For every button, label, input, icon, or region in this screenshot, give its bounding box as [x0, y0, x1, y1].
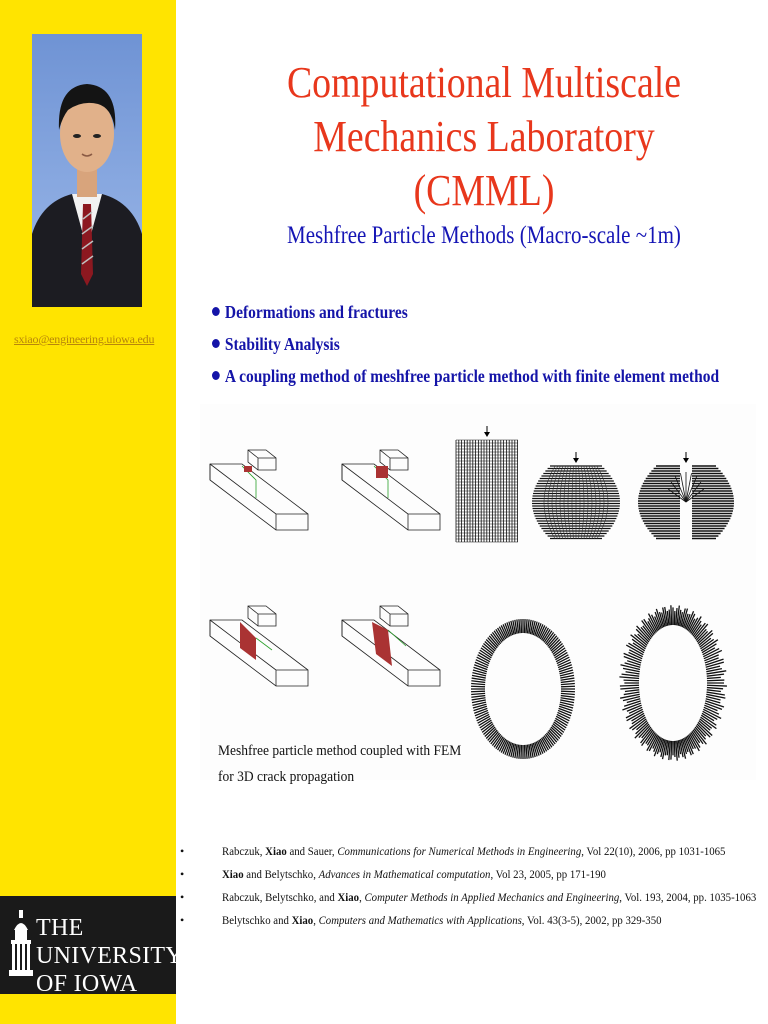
topic-item	[212, 360, 719, 392]
logo-line-1: THE UNIVERSITY	[36, 915, 183, 969]
topic-label: Stability Analysis	[224, 334, 340, 354]
crack-beam-figure-1	[204, 444, 314, 548]
fractured-ring-figure	[612, 598, 734, 768]
reference-item	[176, 909, 768, 932]
ref-authors-rest: ,	[313, 913, 319, 927]
university-logo	[0, 896, 183, 997]
crack-beam-figure-3	[204, 600, 314, 704]
caption-line-1: Meshfree particle method coupled with FEM	[218, 743, 462, 759]
email-link[interactable]: sxiao@engineering.uiowa.edu	[14, 332, 155, 346]
bullet-icon: •	[180, 890, 185, 904]
ref-highlight-author: Xiao	[222, 867, 244, 881]
topic-list	[212, 296, 768, 392]
reference-item	[176, 840, 768, 863]
figure-caption	[218, 738, 461, 790]
page-title	[240, 56, 728, 218]
ref-details: , Vol. 193, 2004, pp. 1035-1063	[619, 890, 757, 904]
reference-item	[176, 886, 768, 909]
logo-line-2: OF IOWA	[36, 971, 138, 997]
ref-details: , Vol 22(10), 2006, pp 1031-1065	[581, 844, 726, 858]
bullet-icon	[212, 371, 220, 380]
reference-item	[176, 863, 768, 886]
ref-authors: Rabczuk,	[222, 844, 266, 858]
page-subtitle: Meshfree Particle Methods (Macro-scale ~1m)	[287, 222, 681, 249]
ref-details: , Vol. 43(3-5), 2002, pp 329-350	[521, 913, 662, 927]
title-line-1: Computational Multiscale	[286, 58, 682, 107]
ref-highlight-author: Xiao	[291, 913, 314, 927]
buckled-column-figure	[530, 452, 622, 542]
ref-highlight-author: Xiao	[265, 844, 287, 858]
topic-label: A coupling method of meshfree particle method with finite element method	[224, 366, 720, 386]
ref-journal: Advances in Mathematical computation	[318, 867, 491, 881]
ref-details: , Vol 23, 2005, pp 171-190	[490, 867, 606, 881]
bullet-icon: •	[180, 913, 185, 927]
reference-list	[176, 840, 768, 932]
simulation-figures	[200, 404, 756, 780]
ref-journal: Computers and Mathematics with Applications	[318, 913, 522, 927]
bullet-icon: •	[180, 867, 185, 881]
fractured-column-figure	[636, 452, 736, 542]
bullet-icon	[212, 339, 220, 348]
ref-authors: Rabczuk, Belytschko, and	[222, 890, 338, 904]
bullet-icon	[212, 307, 220, 316]
ref-journal: Computer Methods in Applied Mechanics and Engineering	[364, 890, 620, 904]
ref-authors-rest: ,	[359, 890, 365, 904]
ref-authors: Belytschko and	[222, 913, 292, 927]
bullet-icon: •	[180, 844, 185, 858]
old-capitol-icon	[8, 910, 34, 980]
crack-beam-figure-4	[336, 600, 446, 704]
topic-item	[212, 296, 719, 328]
sidebar	[0, 0, 183, 1024]
title-line-2: Mechanics Laboratory (CMML)	[313, 112, 655, 215]
topic-item	[212, 328, 719, 360]
ref-journal: Communications for Numerical Methods in Engineering	[337, 844, 582, 858]
particle-column-figure	[452, 426, 522, 544]
ref-highlight-author: Xiao	[337, 890, 360, 904]
caption-line-2: for 3D crack propagation	[218, 769, 355, 785]
crack-beam-figure-2	[336, 444, 446, 548]
portrait-photo	[32, 34, 142, 307]
particle-ring-figure	[462, 610, 584, 768]
ref-authors-rest: and Belytschko,	[243, 867, 319, 881]
topic-label: Deformations and fractures	[224, 302, 408, 322]
ref-authors-rest: and Sauer,	[286, 844, 338, 858]
